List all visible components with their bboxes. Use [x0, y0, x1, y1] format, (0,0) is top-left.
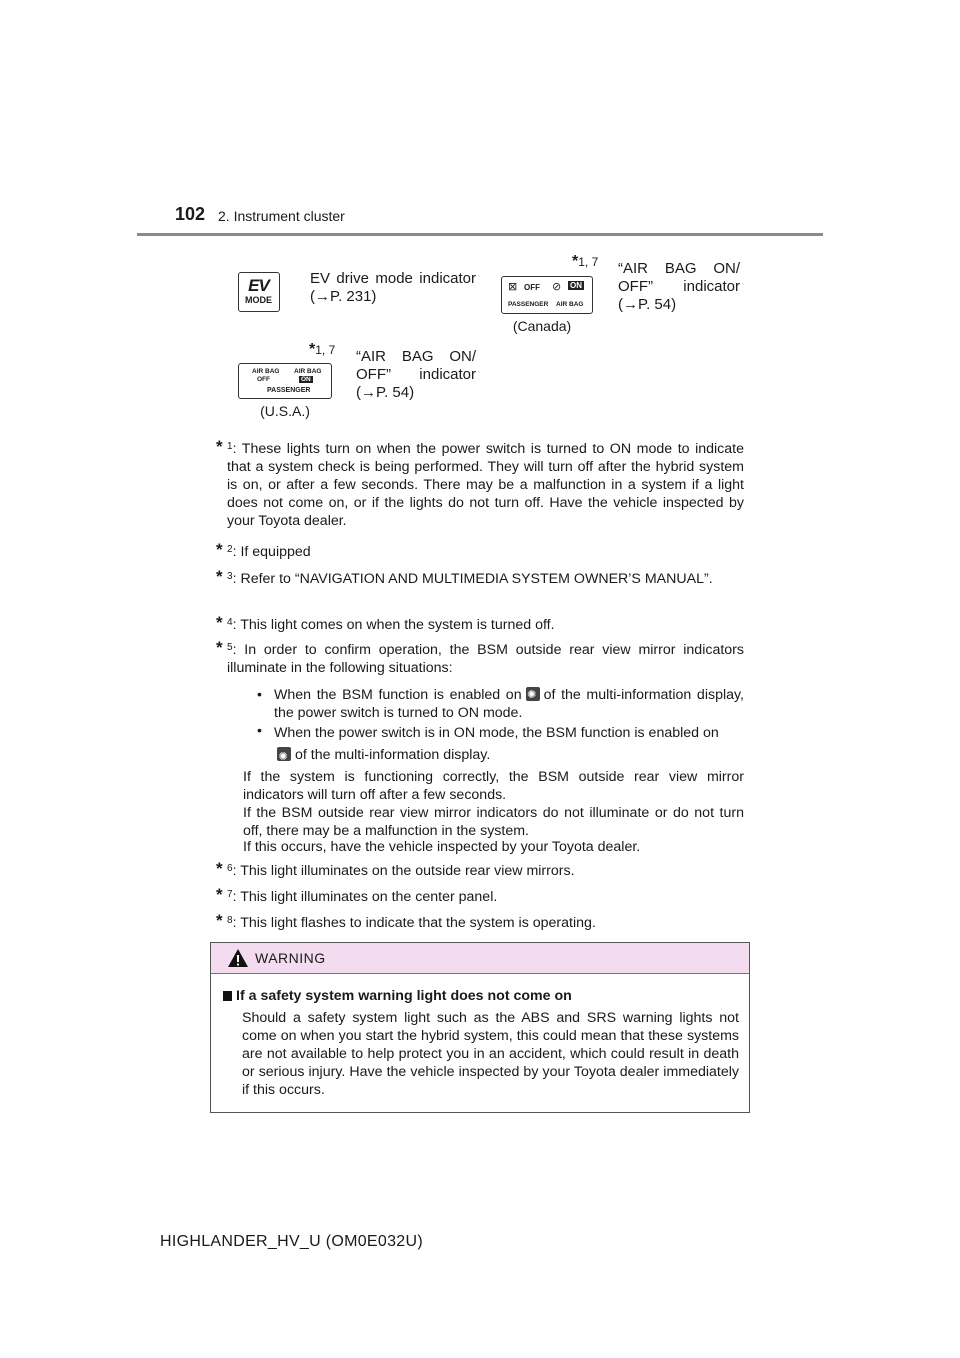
note-1-number: 1 [227, 441, 233, 452]
warning-body: Should a safety system light such as the ABS and SRS warning lights not come on when you start the hybrid system, this could mean that these systems are not available to help protect you in an accident, which could result in death or serious injury. Have the vehicle inspected by your Toyota dealer immediately if this occurs. [242, 1010, 739, 1098]
warning-triangle-icon [227, 948, 249, 968]
note-5-star: * [216, 638, 223, 657]
note-6-body [227, 862, 744, 880]
note-2 [216, 540, 744, 561]
canada-on-label: ON [570, 281, 582, 290]
note-8 [216, 911, 744, 932]
settings-icon [277, 747, 291, 761]
note-3 [216, 567, 744, 588]
ev-indicator-text: EV drive mode indicator (→P. 231) [310, 270, 476, 305]
section-title: 2. Instrument cluster [218, 208, 345, 224]
ev-mode-icon [238, 272, 280, 312]
canada-passenger-label: PASSENGER [508, 301, 549, 308]
canada-off-label: OFF [524, 283, 540, 292]
usa-caption: (U.S.A.) [260, 403, 310, 419]
note-1-star: * [216, 437, 223, 456]
note-5-bullet-1 [257, 686, 744, 722]
canada-superscript: 1, 7 [578, 255, 599, 269]
note-1-text: : These lights turn on when the power switch is turned to ON mode to indicate that a system check is being performed. They will turn off after the hybrid system is on, or after a few seconds. There may be a malfunction in a system if a light does not come on, or if the lights do not turn off. Have the vehicle inspected by your Toyota dealer. [227, 441, 744, 529]
bullet-dot: • [257, 723, 262, 739]
usa-superscript: 1, 7 [315, 343, 336, 357]
airbag-usa-icon [238, 363, 332, 399]
canada-footnote-mark: *1, 7 [572, 253, 599, 270]
note-5-bullet-1-body [274, 686, 744, 722]
warning-header [211, 943, 749, 974]
note-4 [216, 613, 744, 634]
usa-passenger-label: PASSENGER [267, 387, 311, 394]
note-6-text: : This light illuminates on the outside rear view mirrors. [232, 863, 575, 879]
note-8-text: : This light flashes to indicate that the system is operating. [232, 915, 596, 931]
note-5-number: 5 [227, 642, 233, 653]
mode-icon-label: MODE [245, 295, 272, 305]
bullet-dot: • [257, 687, 262, 703]
airbag-canada-icon [501, 276, 593, 314]
note-7-body [227, 888, 744, 906]
note-2-star: * [216, 540, 223, 559]
note-1-body [227, 440, 744, 530]
note-1 [216, 437, 744, 530]
note-4-body [227, 616, 744, 634]
note-7-star: * [216, 885, 223, 904]
page-number: 102 [175, 204, 206, 224]
ev-icon-label: EV [248, 276, 269, 295]
note-6-star: * [216, 859, 223, 878]
note-5-para-3: If this occurs, have the vehicle inspected by your Toyota dealer. [243, 839, 641, 855]
note-2-body [227, 543, 744, 561]
usa-off-label: OFF [257, 376, 270, 383]
note-5-body [227, 641, 744, 677]
header-divider [137, 233, 823, 236]
note-5-bullet-2-text-b: of the multi-information display. [295, 747, 491, 763]
note-5-text: : In order to confirm operation, the BSM outside rear view mirror indicators illuminate in the following situations: [227, 642, 744, 676]
note-5-bullet-1-text-a: When the BSM function is enabled on [274, 687, 522, 703]
note-3-body [227, 570, 744, 588]
note-2-text: : If equipped [232, 544, 311, 560]
note-6-number: 6 [227, 863, 233, 874]
warning-subhead [223, 988, 572, 1004]
seat-off-icon: ⊠ [508, 281, 518, 293]
canada-airbag-label: AIR BAG [556, 301, 584, 308]
note-5-bullet-2 [257, 722, 744, 766]
note-4-star: * [216, 613, 223, 632]
note-7-text: : This light illuminates on the center panel. [232, 889, 498, 905]
note-4-text: : This light comes on when the system is turned off. [232, 617, 555, 633]
note-7 [216, 885, 744, 906]
note-5-bullet-1-text-b: of the multi-information display, the power switch is turned to ON mode. [274, 687, 744, 721]
warning-subhead-text: If a safety system warning light does not come on [236, 988, 572, 1004]
usa-footnote-mark: *1, 7 [309, 341, 336, 358]
usa-on-label: ON [301, 376, 311, 383]
note-5-para-1: If the system is functioning correctly, the BSM outside rear view mirror indicators will turn off after a few seconds. [243, 769, 744, 803]
footer-manual-id: HIGHLANDER_HV_U (OM0E032U) [160, 1233, 423, 1250]
note-8-body [227, 914, 744, 932]
warning-title: WARNING [255, 950, 326, 966]
note-5-bullet-2-text-a: When the power switch is in ON mode, the BSM function is enabled on [274, 725, 719, 741]
note-5 [216, 638, 744, 677]
note-3-number: 3 [227, 571, 233, 582]
usa-indicator-text: “AIR BAG ON/ OFF” indicator (→P. 54) [356, 348, 476, 401]
usa-airbag-left-label: AIR BAG [252, 368, 280, 375]
note-7-number: 7 [227, 889, 233, 900]
canada-caption: (Canada) [512, 318, 572, 334]
usa-airbag-right-label: AIR BAG [294, 368, 322, 375]
note-3-star: * [216, 567, 223, 586]
seat-on-icon: ⊘ [552, 281, 562, 293]
warning-box [210, 942, 750, 1113]
note-8-star: * [216, 911, 223, 930]
note-5-bullet-2-body [274, 722, 744, 766]
square-bullet-icon [223, 991, 232, 1001]
canada-indicator-text: “AIR BAG ON/ OFF” indicator (→P. 54) [618, 260, 740, 313]
note-2-number: 2 [227, 544, 233, 555]
note-6 [216, 859, 744, 880]
note-8-number: 8 [227, 915, 233, 926]
settings-icon [526, 687, 540, 701]
note-3-text: : Refer to “NAVIGATION AND MULTIMEDIA SYSTEM OWNER’S MANUAL”. [232, 571, 713, 587]
note-4-number: 4 [227, 617, 233, 628]
note-5-para-2: If the BSM outside rear view mirror indicators do not illuminate or do not turn off, there may be a malfunction in the system. [243, 805, 744, 839]
